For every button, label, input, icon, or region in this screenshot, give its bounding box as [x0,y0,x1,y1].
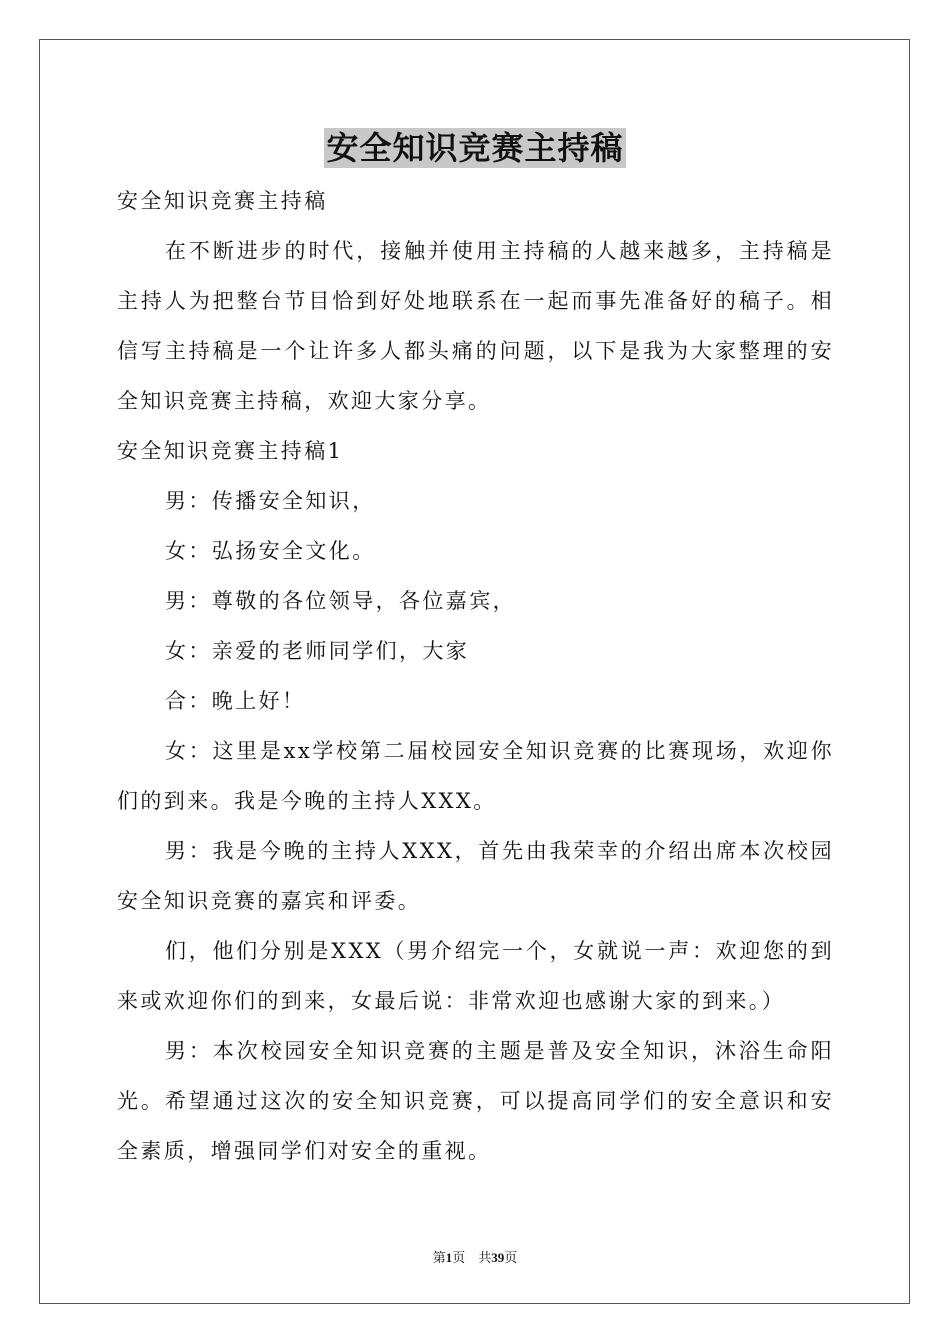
paragraph: 们，他们分别是XXX（男介绍完一个，女就说一声：欢迎您的到来或欢迎你们的到来，女最后说：非常欢迎也感谢大家的到来。） [117,939,834,1013]
footer-page-number: 1 [445,1250,453,1265]
paragraph: 男：传播安全知识， [165,489,376,513]
footer-mid: 页 共 [452,1250,492,1265]
paragraph: 男：我是今晚的主持人XXX，首先由我荣幸的介绍出席本次校园安全知识竞赛的嘉宾和评委。 [117,839,834,913]
paragraph: 合：晚上好！ [165,689,306,713]
paragraph: 男：尊敬的各位领导，各位嘉宾， [165,589,516,613]
footer-total-pages: 39 [491,1250,505,1265]
footer-prefix: 第 [432,1250,446,1265]
paragraph: 安全知识竞赛主持稿1 [117,439,344,463]
document-title: 安全知识竞赛主持稿 [326,129,624,167]
title-wrap [0,128,950,168]
footer-suffix: 页 [504,1250,518,1265]
paragraph: 女：弘扬安全文化。 [165,539,376,563]
document-body [117,176,834,1176]
page-footer [0,1247,950,1266]
paragraph: 安全知识竞赛主持稿 [117,189,328,213]
paragraph: 男：本次校园安全知识竞赛的主题是普及安全知识，沐浴生命阳光。希望通过这次的安全知识竞赛，可以提高同学们的安全意识和安全素质，增强同学们对安全的重视。 [117,1039,834,1163]
paragraph: 女：亲爱的老师同学们，大家 [165,639,470,663]
paragraph: 女：这里是xx学校第二届校园安全知识竞赛的比赛现场，欢迎你们的到来。我是今晚的主持人XXX。 [117,739,834,813]
paragraph: 在不断进步的时代，接触并使用主持稿的人越来越多，主持稿是主持人为把整台节目恰到好处地联系在一起而事先准备好的稿子。相信写主持稿是一个让许多人都头痛的问题，以下是我为大家整理的安全知识竞赛主持稿，欢迎大家分享。 [117,239,834,413]
